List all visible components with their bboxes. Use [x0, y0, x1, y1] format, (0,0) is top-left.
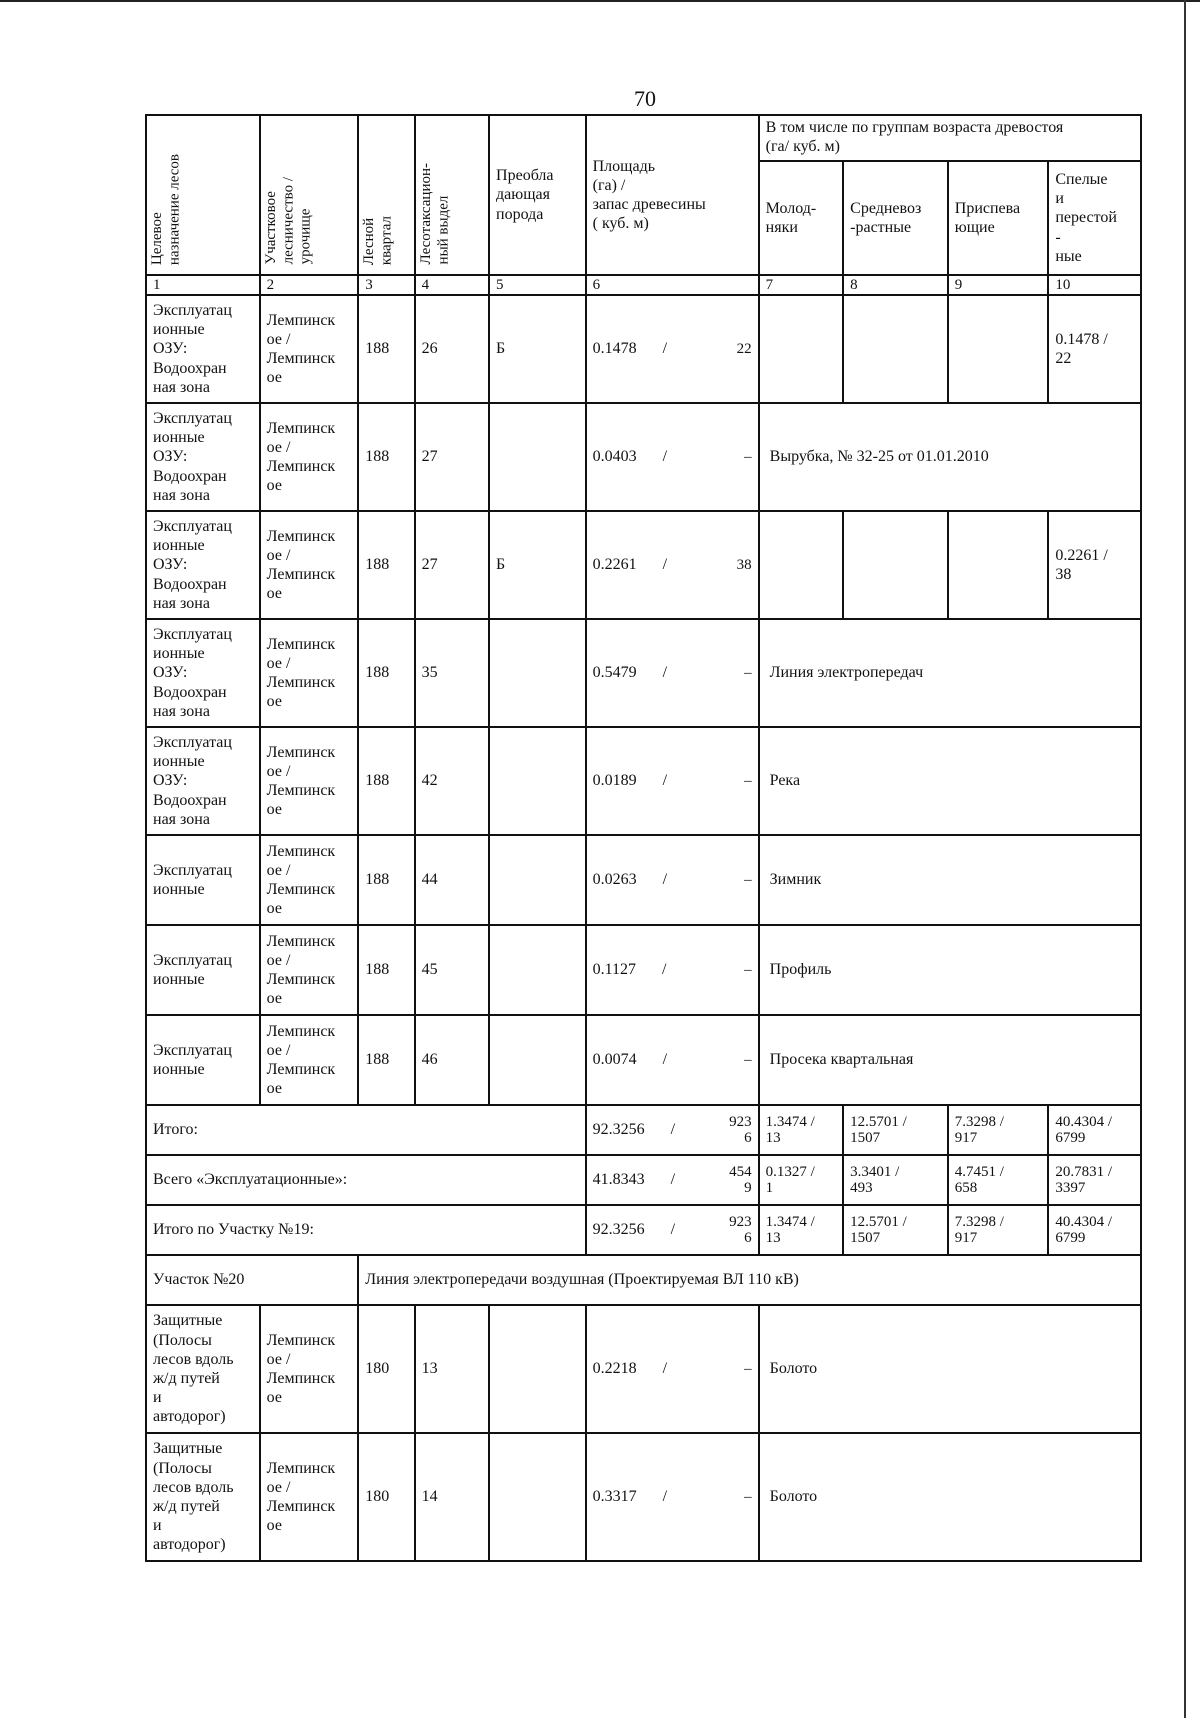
area-value: 0.2218: [592, 1360, 637, 1378]
plot-cell: 14: [415, 1433, 489, 1561]
purpose-cell: Эксплуатац ионные ОЗУ: Водоохран ная зона: [146, 295, 260, 403]
maturing-cell: [948, 511, 1049, 619]
purpose-cell: Эксплуатац ионные ОЗУ: Водоохран ная зона: [146, 511, 260, 619]
col-number: 2: [260, 275, 359, 295]
mature-cell: 0.2261 / 38: [1048, 511, 1141, 619]
slash-separator: /: [662, 871, 668, 889]
header-age-groups: В том числе по группам возраста древостоя (га/ куб. м): [759, 115, 1141, 161]
quarter-cell: 188: [358, 619, 414, 727]
young-total: 1.3474 / 13: [759, 1105, 844, 1155]
header-plot: Лесотаксацион- ный выдел: [415, 115, 489, 275]
note-cell: Линия электропередач: [759, 619, 1141, 727]
area-value: 41.8343: [592, 1171, 645, 1189]
slash-separator: /: [670, 1171, 676, 1189]
mature-cell: 0.1478 / 22: [1048, 295, 1141, 403]
header-area: Площадь (га) / запас древесины ( куб. м): [586, 115, 759, 275]
col-number: 3: [358, 275, 414, 295]
header-row-1: [146, 115, 1141, 161]
young-cell: [759, 511, 844, 619]
col-number: 7: [759, 275, 844, 295]
area-value: 0.0403: [592, 448, 637, 466]
stock-value: –: [744, 871, 752, 888]
plot-cell: 44: [415, 835, 489, 925]
purpose-cell: Эксплуатац ионные ОЗУ: Водоохран ная зона: [146, 403, 260, 511]
maturing-total: 7.3298 / 917: [948, 1205, 1049, 1255]
stock-value: –: [744, 772, 752, 789]
stock-value: 38: [736, 556, 752, 573]
col-number: 10: [1048, 275, 1141, 295]
area-stock-cell: [586, 1155, 759, 1205]
col-number: 6: [586, 275, 759, 295]
total-label: Итого по Участку №19:: [146, 1205, 586, 1255]
slash-separator: /: [662, 448, 668, 466]
area-value: 0.0189: [592, 772, 637, 790]
species-cell: [489, 925, 586, 1015]
note-cell: Профиль: [759, 925, 1141, 1015]
area-value: 0.0074: [592, 1051, 637, 1069]
area-stock-cell: [586, 619, 759, 727]
area-value: 0.3317: [592, 1488, 637, 1506]
plot-cell: 26: [415, 295, 489, 403]
species-cell: [489, 1015, 586, 1105]
stock-value: –: [744, 448, 752, 465]
table-row: [146, 1015, 1141, 1105]
quarter-cell: 180: [358, 1433, 414, 1561]
col-number: 8: [843, 275, 948, 295]
forestry-cell: Лемпинск ое / Лемпинск ое: [260, 727, 359, 835]
table-row: [146, 925, 1141, 1015]
column-number-row: [146, 275, 1141, 295]
species-cell: [489, 1433, 586, 1561]
area-stock-cell: [586, 1433, 759, 1561]
forestry-cell: Лемпинск ое / Лемпинск ое: [260, 1305, 359, 1433]
slash-separator: /: [662, 1488, 668, 1506]
plot-cell: 27: [415, 403, 489, 511]
plot-cell: 45: [415, 925, 489, 1015]
note-cell: Река: [759, 727, 1141, 835]
forestry-cell: Лемпинск ое / Лемпинск ое: [260, 925, 359, 1015]
section-row: [146, 1255, 1141, 1305]
quarter-cell: 188: [358, 835, 414, 925]
plot-cell: 35: [415, 619, 489, 727]
purpose-cell: Эксплуатац ионные ОЗУ: Водоохран ная зона: [146, 619, 260, 727]
slash-separator: /: [662, 961, 667, 979]
forestry-cell: Лемпинск ое / Лемпинск ое: [260, 403, 359, 511]
slash-separator: /: [662, 664, 668, 682]
middle-total: 3.3401 / 493: [843, 1155, 948, 1205]
stock-value: 22: [736, 340, 752, 357]
maturing-total: 4.7451 / 658: [948, 1155, 1049, 1205]
species-cell: [489, 619, 586, 727]
maturing-total: 7.3298 / 917: [948, 1105, 1049, 1155]
forestry-cell: Лемпинск ое / Лемпинск ое: [260, 619, 359, 727]
quarter-cell: 188: [358, 727, 414, 835]
col-number: 1: [146, 275, 260, 295]
total-row: [146, 1155, 1141, 1205]
note-cell: Просека квартальная: [759, 1015, 1141, 1105]
col-number: 4: [415, 275, 489, 295]
col-number: 5: [489, 275, 586, 295]
header-quarter: Лесной квартал: [358, 115, 414, 275]
area-stock-cell: [586, 1305, 759, 1433]
section-label: Участок №20: [146, 1255, 358, 1305]
purpose-cell: Эксплуатац ионные: [146, 1015, 260, 1105]
area-stock-cell: [586, 1015, 759, 1105]
young-total: 0.1327 / 1: [759, 1155, 844, 1205]
slash-separator: /: [670, 1121, 676, 1139]
quarter-cell: 188: [358, 295, 414, 403]
stock-value: –: [744, 1488, 752, 1505]
slash-separator: /: [662, 1051, 668, 1069]
middle-cell: [843, 511, 948, 619]
stock-value: –: [744, 664, 752, 681]
area-stock-cell: [586, 511, 759, 619]
note-cell: Вырубка, № 32-25 от 01.01.2010: [759, 403, 1141, 511]
area-value: 0.2261: [592, 556, 637, 574]
area-value: 92.3256: [592, 1221, 645, 1239]
area-stock-cell: [586, 727, 759, 835]
header-young: Молод- няки: [759, 161, 844, 275]
stock-value: 923 6: [729, 1213, 752, 1246]
mature-total: 40.4304 / 6799: [1048, 1105, 1141, 1155]
plot-cell: 46: [415, 1015, 489, 1105]
forestry-cell: Лемпинск ое / Лемпинск ое: [260, 1433, 359, 1561]
table-row: [146, 511, 1141, 619]
total-label: Итого:: [146, 1105, 586, 1155]
quarter-cell: 188: [358, 925, 414, 1015]
slash-separator: /: [662, 772, 668, 790]
stock-value: 454 9: [729, 1163, 752, 1196]
note-cell: Болото: [759, 1433, 1141, 1561]
scan-top-edge: [0, 0, 1200, 2]
purpose-cell: Эксплуатац ионные: [146, 835, 260, 925]
forest-table: [145, 114, 1142, 1562]
quarter-cell: 188: [358, 403, 414, 511]
table-row: [146, 835, 1141, 925]
species-cell: Б: [489, 511, 586, 619]
plot-cell: 13: [415, 1305, 489, 1433]
area-stock-cell: [586, 403, 759, 511]
page-number: 70: [634, 86, 656, 111]
total-row: [146, 1205, 1141, 1255]
middle-cell: [843, 295, 948, 403]
purpose-cell: Эксплуатац ионные ОЗУ: Водоохран ная зона: [146, 727, 260, 835]
stock-value: 923 6: [729, 1113, 752, 1146]
forestry-cell: Лемпинск ое / Лемпинск ое: [260, 1015, 359, 1105]
mature-total: 40.4304 / 6799: [1048, 1205, 1141, 1255]
note-cell: Болото: [759, 1305, 1141, 1433]
stock-value: –: [744, 961, 752, 978]
note-cell: Зимник: [759, 835, 1141, 925]
species-cell: [489, 1305, 586, 1433]
slash-separator: /: [670, 1221, 676, 1239]
young-total: 1.3474 / 13: [759, 1205, 844, 1255]
slash-separator: /: [662, 340, 668, 358]
header-purpose: Целевое назначение лесов: [146, 115, 260, 275]
stock-value: –: [744, 1051, 752, 1068]
area-value: 0.0263: [592, 871, 637, 889]
forestry-cell: Лемпинск ое / Лемпинск ое: [260, 295, 359, 403]
total-row: [146, 1105, 1141, 1155]
purpose-cell: Защитные (Полосы лесов вдоль ж/д путей и автодорог): [146, 1433, 260, 1561]
purpose-cell: Эксплуатац ионные: [146, 925, 260, 1015]
forestry-cell: Лемпинск ое / Лемпинск ое: [260, 835, 359, 925]
table-row: [146, 1305, 1141, 1433]
section-title: Линия электропередачи воздушная (Проектируемая ВЛ 110 кВ): [358, 1255, 1141, 1305]
header-middle: Средневоз -растные: [843, 161, 948, 275]
scan-right-edge: [1184, 0, 1186, 1718]
area-stock-cell: [586, 1105, 759, 1155]
header-forestry: Участковое лесничество / урочище: [260, 115, 359, 275]
area-stock-cell: [586, 1205, 759, 1255]
header-species: Преобла дающая порода: [489, 115, 586, 275]
quarter-cell: 180: [358, 1305, 414, 1433]
area-stock-cell: [586, 925, 759, 1015]
young-cell: [759, 295, 844, 403]
quarter-cell: 188: [358, 511, 414, 619]
species-cell: [489, 403, 586, 511]
species-cell: Б: [489, 295, 586, 403]
middle-total: 12.5701 / 1507: [843, 1105, 948, 1155]
stock-value: –: [744, 1360, 752, 1377]
table-row: [146, 295, 1141, 403]
area-value: 0.5479: [592, 664, 637, 682]
area-value: 0.1127: [592, 961, 637, 979]
area-stock-cell: [586, 835, 759, 925]
header-maturing: Приспева ющие: [948, 161, 1049, 275]
table-row: [146, 1433, 1141, 1561]
middle-total: 12.5701 / 1507: [843, 1205, 948, 1255]
slash-separator: /: [662, 1360, 668, 1378]
forestry-cell: Лемпинск ое / Лемпинск ое: [260, 511, 359, 619]
maturing-cell: [948, 295, 1049, 403]
total-label: Всего «Эксплуатационные»:: [146, 1155, 586, 1205]
plot-cell: 27: [415, 511, 489, 619]
mature-total: 20.7831 / 3397: [1048, 1155, 1141, 1205]
area-stock-cell: [586, 295, 759, 403]
table-row: [146, 727, 1141, 835]
slash-separator: /: [662, 556, 668, 574]
header-mature: Спелые и перестой - ные: [1048, 161, 1141, 275]
table-row: [146, 619, 1141, 727]
plot-cell: 42: [415, 727, 489, 835]
table-row: [146, 403, 1141, 511]
area-value: 92.3256: [592, 1121, 645, 1139]
species-cell: [489, 727, 586, 835]
area-value: 0.1478: [592, 340, 637, 358]
col-number: 9: [948, 275, 1049, 295]
purpose-cell: Защитные (Полосы лесов вдоль ж/д путей и автодорог): [146, 1305, 260, 1433]
quarter-cell: 188: [358, 1015, 414, 1105]
species-cell: [489, 835, 586, 925]
